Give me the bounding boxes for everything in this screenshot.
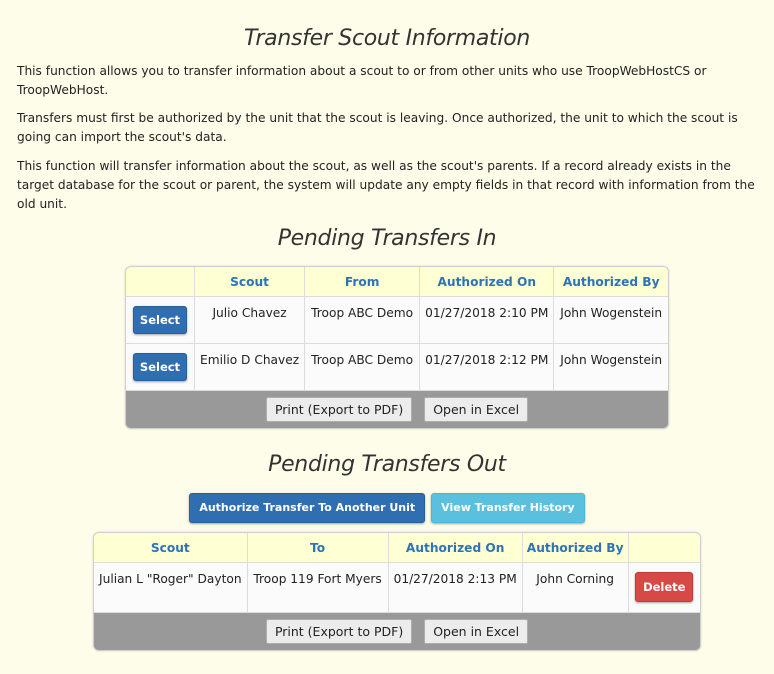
- table-header-row: [126, 267, 668, 297]
- select-button[interactable]: Select: [133, 306, 187, 334]
- scout-cell: Julio Chavez: [195, 297, 305, 344]
- transfers-in-title: Pending Transfers In: [277, 226, 497, 251]
- action-cell: [126, 297, 195, 344]
- column-header-action: [126, 267, 195, 297]
- table-header-row: [94, 533, 700, 563]
- transfers-out-footer: [94, 613, 700, 650]
- table-row: [126, 297, 668, 344]
- transfers-out-actions: [0, 493, 774, 523]
- action-cell: [126, 344, 195, 391]
- print-pdf-button[interactable]: Print (Export to PDF): [266, 397, 412, 422]
- delete-button[interactable]: Delete: [635, 572, 693, 602]
- open-excel-button[interactable]: Open in Excel: [424, 619, 528, 644]
- authorized-on-cell: 01/27/2018 2:10 PM: [420, 297, 554, 344]
- table-row: [126, 344, 668, 391]
- column-header-authorized-by[interactable]: Authorized By: [522, 533, 628, 563]
- table-row: [94, 563, 700, 613]
- select-button[interactable]: Select: [133, 353, 187, 381]
- scout-cell: Julian L "Roger" Dayton: [94, 563, 247, 613]
- transfers-in-footer: [126, 391, 668, 428]
- page-title: Transfer Scout Information: [244, 26, 530, 51]
- transfers-in-table: [126, 267, 668, 391]
- from-cell: Troop ABC Demo: [305, 297, 420, 344]
- open-excel-button[interactable]: Open in Excel: [424, 397, 528, 422]
- authorized-on-cell: 01/27/2018 2:12 PM: [420, 344, 554, 391]
- column-header-scout[interactable]: Scout: [195, 267, 305, 297]
- action-cell: [628, 563, 700, 613]
- column-header-authorized-by[interactable]: Authorized By: [554, 267, 668, 297]
- authorized-by-cell: John Corning: [522, 563, 628, 613]
- intro-paragraph-2: Transfers must first be authorized by the unit that the scout is leaving. Once authorized, the unit to which the scout is going can import the scout's data.: [17, 111, 738, 144]
- authorize-transfer-button[interactable]: Authorize Transfer To Another Unit: [189, 493, 425, 523]
- transfers-out-grid: [93, 532, 701, 651]
- authorized-by-cell: John Wogenstein: [554, 344, 668, 391]
- column-header-scout[interactable]: Scout: [94, 533, 247, 563]
- intro-paragraph-3: This function will transfer information about the scout, as well as the scout's parents. If a record already exists in the target database for the scout or parent, the system will update any empty fields in that record with information from the old unit.: [17, 159, 755, 211]
- column-header-authorized-on[interactable]: Authorized On: [388, 533, 522, 563]
- transfers-out-table: [94, 533, 700, 613]
- column-header-authorized-on[interactable]: Authorized On: [420, 267, 554, 297]
- intro-paragraph-1: This function allows you to transfer information about a scout to or from other units who use TroopWebHostCS or TroopWebHost.: [17, 64, 707, 97]
- view-transfer-history-button[interactable]: View Transfer History: [431, 493, 585, 523]
- authorized-by-cell: John Wogenstein: [554, 297, 668, 344]
- from-cell: Troop ABC Demo: [305, 344, 420, 391]
- authorized-on-cell: 01/27/2018 2:13 PM: [388, 563, 522, 613]
- column-header-to[interactable]: To: [247, 533, 388, 563]
- transfers-in-grid: [125, 266, 669, 429]
- to-cell: Troop 119 Fort Myers: [247, 563, 388, 613]
- transfers-out-title: Pending Transfers Out: [268, 452, 506, 477]
- print-pdf-button[interactable]: Print (Export to PDF): [266, 619, 412, 644]
- scout-cell: Emilio D Chavez: [195, 344, 305, 391]
- column-header-from[interactable]: From: [305, 267, 420, 297]
- column-header-action: [628, 533, 700, 563]
